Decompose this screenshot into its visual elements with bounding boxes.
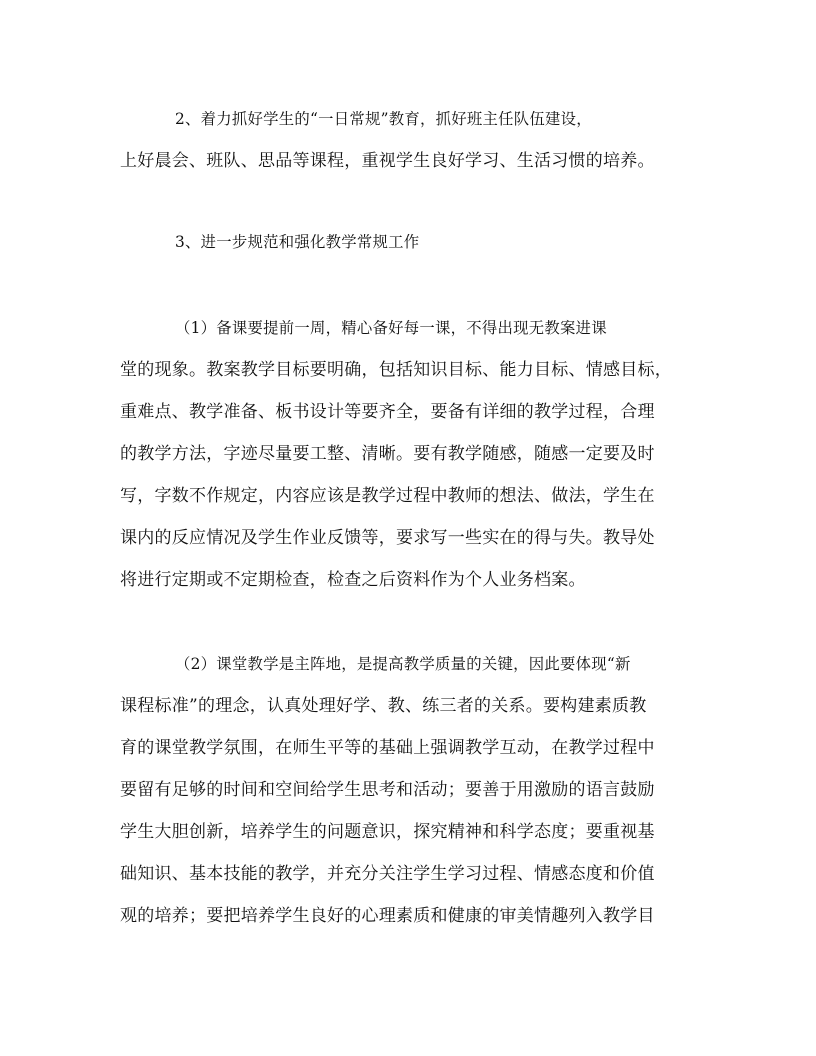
paragraph-item-3-heading: 3、进一步规范和强化教学常规工作 bbox=[175, 233, 420, 251]
paragraph-item-3-2-line-5: 学生大胆创新，培养学生的问题意识，探究精神和科学态度；要重视基 bbox=[120, 822, 655, 842]
paragraph-item-3-2-line-7: 观的培养；要把培养学生良好的心理素质和健康的审美情趣列入教学目 bbox=[120, 906, 655, 926]
paragraph-item-3-1-line-7: 将进行定期或不定期检查，检查之后资料作为个人业务档案。 bbox=[120, 570, 586, 590]
paragraph-item-3-2-line-3: 育的课堂教学氛围，在师生平等的基础上强调教学互动，在教学过程中 bbox=[120, 738, 655, 758]
paragraph-item-3-1-line-2: 堂的现象。教案教学目标要明确，包括知识目标、能力目标、情感目标， bbox=[120, 360, 672, 380]
paragraph-item-3-1-line-5: 写，字数不作规定，内容应该是教学过程中教师的想法、做法，学生在 bbox=[120, 486, 655, 506]
paragraph-item-3-2-line-4: 要留有足够的时间和空间给学生思考和活动；要善于用激励的语言鼓励 bbox=[120, 780, 655, 800]
paragraph-item-3-1-line-6: 课内的反应情况及学生作业反馈等，要求写一些实在的得与失。教导处 bbox=[120, 528, 655, 548]
paragraph-item-3-1-line-1: （1）备课要提前一周，精心备好每一课，不得出现无教案进课 bbox=[175, 319, 607, 337]
paragraph-item-3-2-line-6: 础知识、基本技能的教学，并充分关注学生学习过程、情感态度和价值 bbox=[120, 864, 655, 884]
paragraph-item-2-line-1: 2、着力抓好学生的“一日常规”教育，抓好班主任队伍建设， bbox=[175, 110, 592, 128]
paragraph-item-2-line-2: 上好晨会、班队、思品等课程，重视学生良好学习、生活习惯的培养。 bbox=[120, 151, 655, 171]
paragraph-item-3-2-line-1: （2）课堂教学是主阵地，是提高教学质量的关键，因此要体现“新 bbox=[175, 655, 631, 673]
paragraph-item-3-2-line-2: 课程标准”的理念，认真处理好学、教、练三者的关系。要构建素质教 bbox=[120, 696, 647, 716]
paragraph-item-3-1-line-3: 重难点、教学准备、板书设计等要齐全，要备有详细的教学过程，合理 bbox=[120, 402, 655, 422]
paragraph-item-3-1-line-4: 的教学方法，字迹尽量要工整、清晰。要有教学随感，随感一定要及时 bbox=[120, 444, 655, 464]
